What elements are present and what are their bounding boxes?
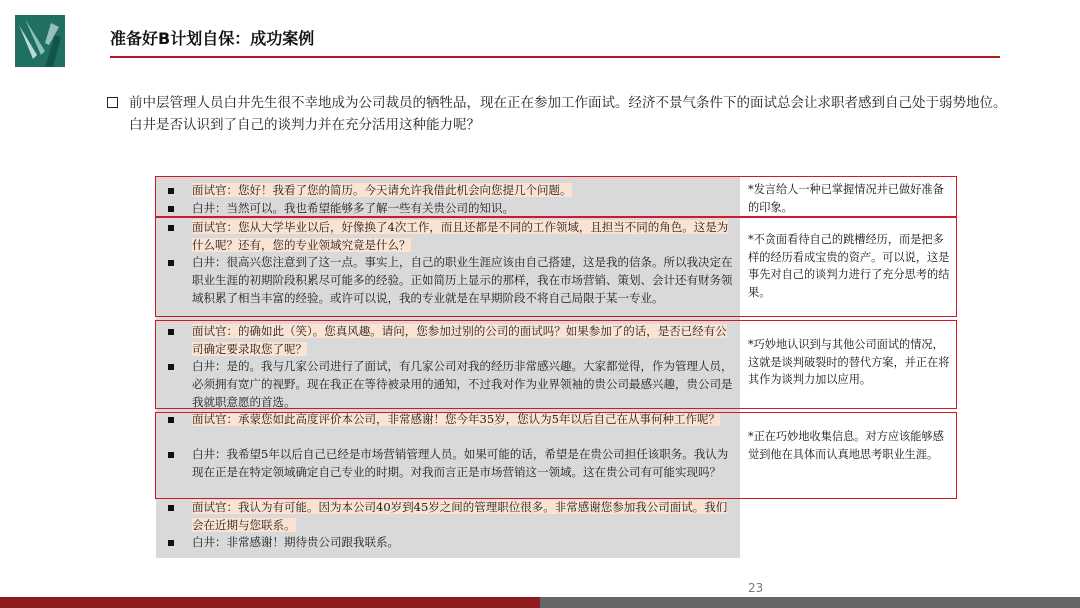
dialog-text: 白井：很高兴您注意到了这一点。事实上，自己的职业生涯应该由自己搭建，这是我的信条。所以我决定在职业生涯的初期阶段积累尽可能多的经验。正如简历上显示的那样，我在市场营销、策划、会计还有财务领域积累了相当丰富的经验。或许可以说，我的专业就是在早期阶段不将自己局限于某一专业。 (192, 255, 733, 305)
intro-paragraph (107, 92, 1007, 136)
page-title: 准备好B计划自保：成功案例 (110, 29, 315, 48)
highlight-box-1 (155, 176, 957, 217)
bullet-icon (168, 540, 174, 546)
footer-bar-accent (0, 597, 540, 608)
annotation-note: *发言给人一种已掌握情况并已做好准备的印象。 (748, 183, 944, 214)
footer-bar-gray (540, 597, 1080, 608)
dialog-item (168, 534, 738, 552)
logo-image (15, 15, 65, 67)
title-divider (110, 56, 1000, 58)
dialog-text: 面试官：我认为有可能。因为本公司40岁到45岁之间的管理职位很多。非常感谢您参加我公司面试。我们会在近期与您联系。 (192, 500, 728, 532)
bullet-icon (168, 505, 174, 511)
intro-text: 前中层管理人员白井先生很不幸地成为公司裁员的牺牲品，现在正在参加工作面试。经济不景气条件下的面试总会让求职者感到自己处于弱势地位。白井是否认识到了自己的谈判力并在充分活用这种能力呢？ (129, 95, 1007, 133)
dialog-text: 白井：我希望5年以后自己已经是市场营销管理人员。如果可能的话，希望是在贵公司担任该职务。我认为现在正是在特定领域确定自己专业的时期。对我而言正是市场营销这一领域。这在贵公司有可能实现吗？ (192, 447, 729, 479)
dialog-text: 面试官：您好！我看了您的简历。今天请允许我借此机会向您提几个问题。 (192, 183, 572, 197)
dialog-text: 白井：当然可以。我也希望能够多了解一些有关贵公司的知识。 (192, 201, 514, 215)
highlight-box-3 (155, 320, 957, 409)
dialog-item (168, 499, 738, 535)
highlight-box-4 (155, 412, 957, 499)
square-bullet-icon (107, 97, 118, 108)
annotation-note: *不贪面看待自己的跳槽经历，而是把多样的经历看成宝贵的资产。可以说，这是事先对自己的谈判力进行了充分思考的结果。 (748, 233, 950, 299)
annotation-note: *正在巧妙地收集信息。对方应该能够感觉到他在具体而认真地思考职业生涯。 (748, 430, 944, 461)
dialog-text: 面试官：您从大学毕业以后，好像换了4次工作，而且还都是不同的工作领域，且担当不同的角色。这是为什么呢？还有，您的专业领域究竟是什么？ (192, 220, 729, 252)
page-number: 23 (748, 581, 764, 595)
dialog-text: 白井：非常感谢！期待贵公司跟我联系。 (192, 535, 399, 549)
annotation-note: *巧妙地认识到与其他公司面试的情况，这就是谈判破裂时的替代方案，并正在将其作为谈判力加以应用。 (748, 338, 950, 386)
dialog-text: 白井：是的。我与几家公司进行了面试，有几家公司对我的经历非常感兴趣。大家都觉得，作为管理人员，必须拥有宽广的视野。现在我正在等待被录用的通知，不过我对作为业界领袖的贵公司最感兴趣，贵公司是我就职意愿的首选。 (192, 359, 733, 409)
dialog-text: 面试官：的确如此（笑）。您真风趣。请问，您参加过别的公司的面试吗？如果参加了的话，是否已经有公司确定要录取您了呢？ (192, 324, 727, 356)
highlight-box-2 (155, 217, 957, 317)
dialog-text: 面试官：承蒙您如此高度评价本公司，非常感谢！您今年35岁，您认为5年以后自己在从事何种工作呢？ (192, 412, 720, 426)
